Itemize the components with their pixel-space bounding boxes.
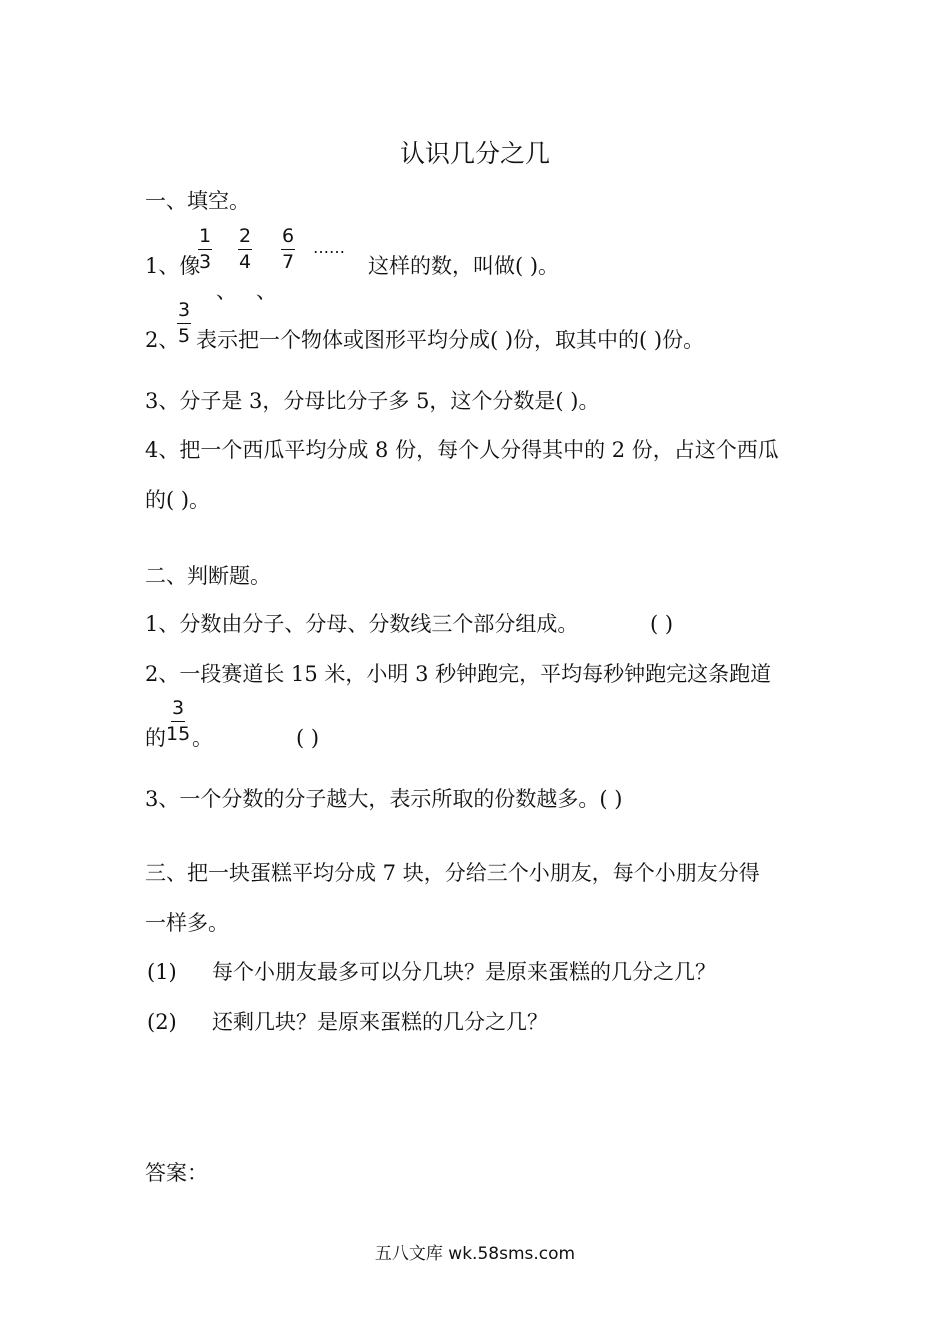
s1-q2-text: 表示把一个物体或图形平均分成( )份，取其中的( )份。 bbox=[196, 328, 705, 352]
s2-q2-prefix: 的 bbox=[145, 726, 166, 750]
fraction-denominator: 7 bbox=[282, 251, 295, 273]
fraction-denominator: 3 bbox=[199, 251, 212, 273]
s1-q1-suffix: 这样的数，叫做( )。 bbox=[368, 254, 560, 278]
s1-q4-line1: 4、把一个西瓜平均分成 8 份，每个人分得其中的 2 份，占这个西瓜 bbox=[145, 438, 779, 462]
s3-sub2-number: (2) bbox=[147, 1010, 177, 1034]
footer-watermark: 五八文库 wk.58sms.com bbox=[374, 1244, 576, 1264]
fraction-denominator: 4 bbox=[239, 251, 252, 273]
s2-q3: 3、一个分数的分子越大，表示所取的份数越多。( ) bbox=[145, 787, 623, 811]
s2-q1: 1、分数由分子、分母、分数线三个部分组成。 bbox=[145, 612, 579, 636]
s3-line2: 一样多。 bbox=[145, 911, 229, 935]
s1-q4-line2: 的( )。 bbox=[145, 488, 211, 512]
section2-heading: 二、判断题。 bbox=[145, 564, 271, 588]
s2-q1-answer-paren: ( ) bbox=[650, 612, 674, 636]
fraction-denominator: 5 bbox=[178, 325, 191, 347]
s1-q1-separator-2: 、 bbox=[256, 279, 277, 303]
fraction-numerator: 1 bbox=[198, 227, 212, 250]
s1-q1-prefix: 1、像 bbox=[145, 254, 201, 278]
fraction-numerator: 3 bbox=[177, 301, 191, 324]
s3-sub1-text: 每个小朋友最多可以分几块？是原来蛋糕的几分之几？ bbox=[212, 960, 716, 984]
s2-q2-suffix: 。 bbox=[192, 726, 213, 750]
s1-q1-fraction-2 bbox=[238, 227, 252, 272]
s1-q1-separator-1: 、 bbox=[216, 279, 237, 303]
s1-q3: 3、分子是 3，分母比分子多 5，这个分数是( )。 bbox=[145, 389, 600, 413]
s1-q2-fraction bbox=[177, 301, 191, 346]
fraction-numerator: 2 bbox=[238, 227, 252, 250]
s1-q2-prefix: 2、 bbox=[145, 328, 180, 352]
s3-sub1-number: (1) bbox=[147, 960, 177, 984]
fraction-numerator: 6 bbox=[281, 227, 295, 250]
s2-q2-line1: 2、一段赛道长 15 米，小明 3 秒钟跑完，平均每秒钟跑完这条跑道 bbox=[145, 662, 772, 686]
section1-heading: 一、填空。 bbox=[145, 189, 250, 213]
fraction-numerator: 3 bbox=[171, 699, 185, 722]
s2-q2-answer-paren: ( ) bbox=[296, 726, 320, 750]
s1-q1-fraction-3 bbox=[281, 227, 295, 272]
s1-q1-fraction-1 bbox=[198, 227, 212, 272]
s1-q1-ellipsis: …… bbox=[313, 238, 345, 257]
page-title: 认识几分之几 bbox=[399, 139, 550, 168]
fraction-denominator: 15 bbox=[166, 723, 191, 745]
s3-line1: 三、把一块蛋糕平均分成 7 块，分给三个小朋友，每个小朋友分得 bbox=[145, 861, 760, 885]
s3-sub2-text: 还剩几块？是原来蛋糕的几分之几？ bbox=[212, 1010, 548, 1034]
answer-label: 答案： bbox=[145, 1161, 208, 1185]
s2-q2-fraction bbox=[166, 699, 190, 744]
